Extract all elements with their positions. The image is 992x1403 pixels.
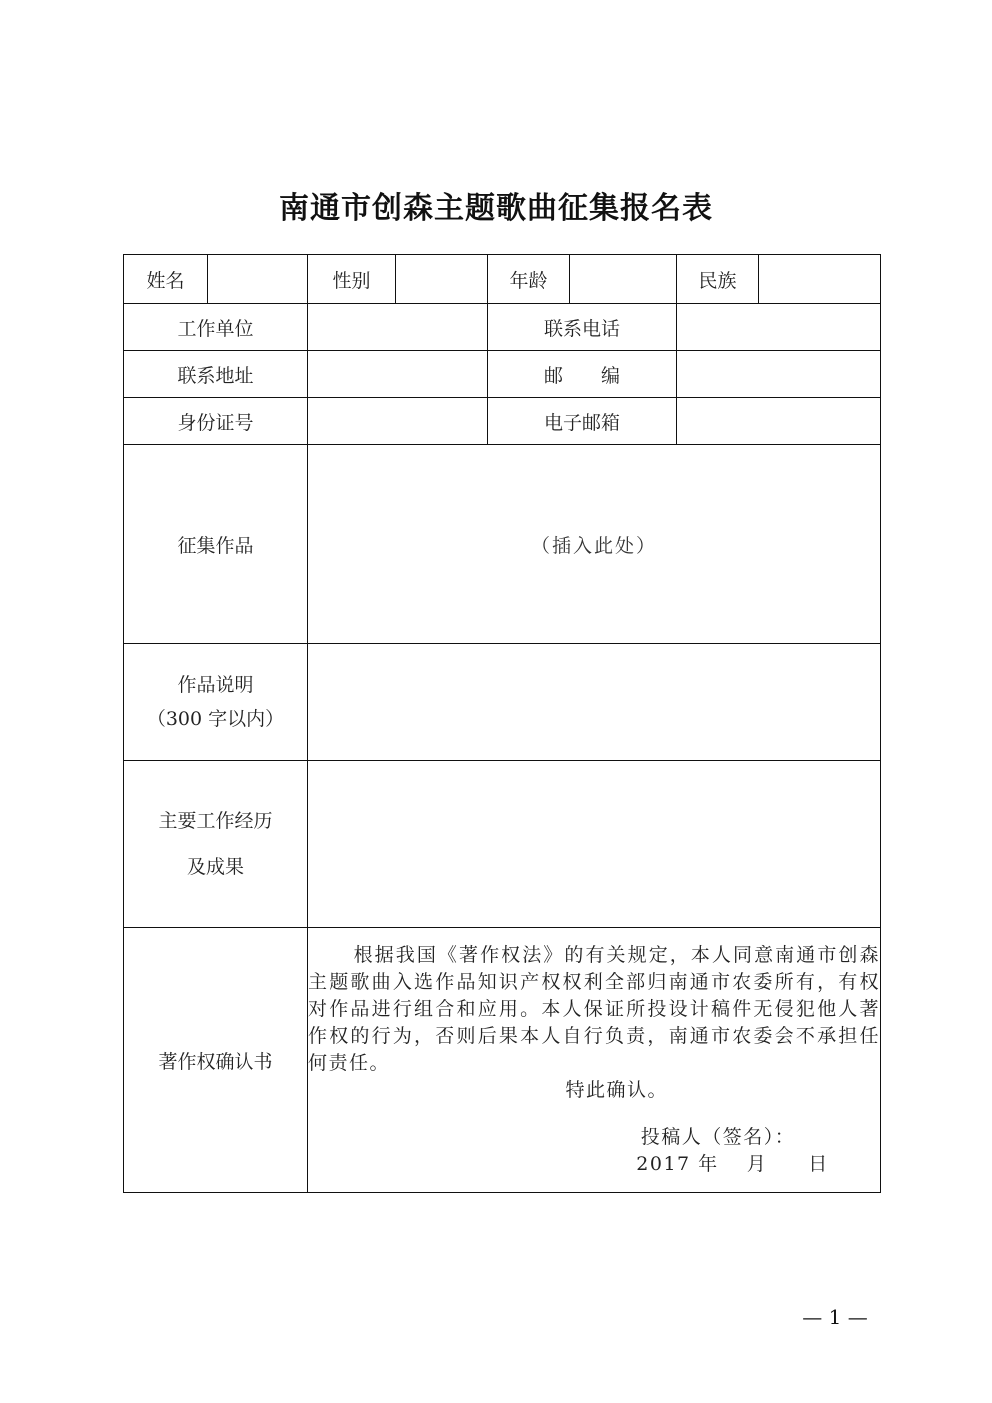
employer-field[interactable]: [308, 304, 488, 351]
copyright-paragraph: 根据我国《著作权法》的有关规定，本人同意南通市创森主题歌曲入选作品知识产权权利全部归南通市农委所有，有权对作品进行组合和应用。本人保证所投设计稿件无侵犯他人著作权的行为，否则后果本人自行负责，南通市农委会不承担任何责任。: [308, 944, 880, 1074]
table-row: [124, 304, 881, 351]
signature-line[interactable]: 投稿人（签名）：: [640, 1126, 796, 1148]
date-line[interactable]: 2017 年 月 日: [636, 1153, 829, 1175]
ethnicity-field[interactable]: [759, 255, 881, 304]
table-row: [124, 255, 881, 304]
age-label: 年龄: [488, 255, 570, 304]
phone-label: 联系电话: [488, 304, 677, 351]
submitted-work-field[interactable]: [308, 445, 881, 644]
description-label: 作品说明: [177, 674, 254, 696]
email-label: 电子邮箱: [488, 398, 677, 445]
gender-label: 性别: [308, 255, 396, 304]
employer-label: 工作单位: [124, 304, 308, 351]
description-field[interactable]: [308, 644, 881, 761]
table-row: [124, 398, 881, 445]
table-row: [124, 928, 881, 1193]
postcode-label: 邮 编: [488, 351, 677, 398]
address-label: 联系地址: [124, 351, 308, 398]
experience-label: 主要工作经历: [158, 810, 273, 832]
name-label: 姓名: [124, 255, 208, 304]
id-number-field[interactable]: [308, 398, 488, 445]
table-row: [124, 761, 881, 928]
description-limit-note: （300 字以内）: [146, 708, 285, 730]
phone-field[interactable]: [677, 304, 881, 351]
copyright-label: 著作权确认书: [124, 928, 308, 1193]
experience-label-cell: [124, 761, 308, 928]
submitted-work-label: 征集作品: [124, 445, 308, 644]
form-title: 南通市创森主题歌曲征集报名表: [279, 191, 713, 226]
age-field[interactable]: [570, 255, 677, 304]
insert-here-placeholder: （插入此处）: [530, 534, 657, 557]
gender-field[interactable]: [396, 255, 488, 304]
ethnicity-label: 民族: [677, 255, 759, 304]
registration-form-table: [123, 254, 881, 1193]
postcode-field[interactable]: [677, 351, 881, 398]
page-number: — 1 —: [802, 1305, 868, 1329]
description-label-cell: [124, 644, 308, 761]
experience-label-continued: 及成果: [186, 856, 244, 878]
copyright-confirm: 特此确认。: [565, 1079, 669, 1101]
name-field[interactable]: [208, 255, 308, 304]
id-number-label: 身份证号: [124, 398, 308, 445]
table-row: [124, 351, 881, 398]
table-row: [124, 644, 881, 761]
email-field[interactable]: [677, 398, 881, 445]
table-row: [124, 445, 881, 644]
address-field[interactable]: [308, 351, 488, 398]
copyright-statement: [308, 928, 881, 1193]
experience-field[interactable]: [308, 761, 881, 928]
